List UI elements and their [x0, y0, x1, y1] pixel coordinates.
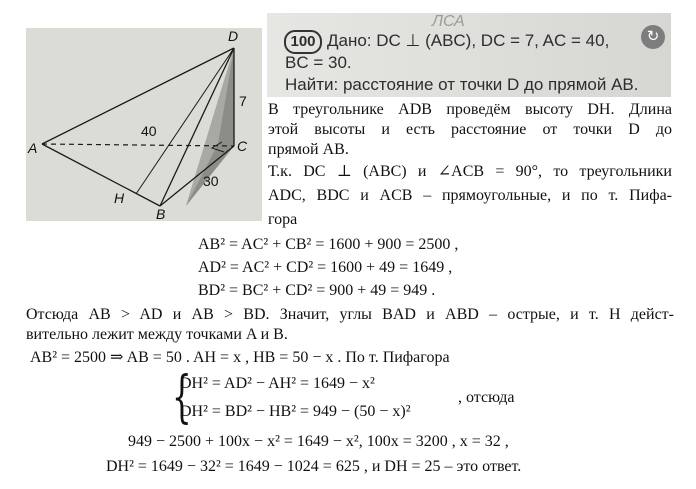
solution-paragraph-1-line-3: прямой AB.	[268, 141, 349, 158]
solution-paragraph-3-line-1: Отсюда AB > AD и AB > BD. Значит, углы BAD и ABD – острые, и т. H дейст-	[26, 306, 674, 323]
equation-ab: AB² = AC² + CB² = 1600 + 900 = 2500 ,	[198, 236, 459, 253]
edge-ab	[42, 144, 160, 206]
system-equation-1: DH² = AD² − AH² = 1649 − x²	[180, 375, 375, 392]
measure-ac: 40	[141, 123, 157, 139]
label-d: D	[228, 28, 239, 44]
edge-ad	[42, 48, 234, 144]
refresh-icon[interactable]: ↻	[641, 25, 665, 49]
problem-statement	[267, 13, 671, 97]
equation-answer: DH² = 1649 − 32² = 1649 − 1024 = 625 , и DH = 25 – это ответ.	[106, 458, 522, 475]
label-c: C	[237, 138, 248, 154]
pyramid-figure	[26, 28, 262, 221]
solution-paragraph-3-line-2: вительно лежит между точками A и B.	[26, 326, 288, 343]
solution-paragraph-2-line-1: Т.к. DC ⊥ (ABC) и ∠ACB = 90°, то треугольники	[268, 163, 672, 180]
edge-bc	[160, 146, 234, 206]
label-a: A	[28, 140, 38, 156]
solution-paragraph-2-line-2: ADC, BDC и ACB – прямоугольные, и по т. Пифа-	[268, 187, 672, 204]
solution-paragraph-1-line-1: В треугольнике ADB проведём высоту DH. Длина	[268, 101, 672, 118]
equation-ad: AD² = AC² + CD² = 1600 + 49 = 1649 ,	[198, 259, 453, 276]
problem-number-badge: 100	[284, 30, 322, 54]
solution-ab-value-line: AB² = 2500 ⇒ AB = 50 . AH = x , HB = 50 − x . По т. Пифагора	[30, 349, 450, 366]
solution-paragraph-1-line-2: этой высоты и есть расстояние от точки D до	[268, 121, 672, 138]
label-h: H	[114, 190, 125, 206]
system-equation-2: DH² = BD² − HB² = 949 − (50 − x)²	[180, 403, 411, 420]
system-consequence-text: , отсюда	[458, 389, 515, 406]
given-line-2: BC = 30.	[285, 53, 352, 72]
system-brace: {	[172, 365, 192, 430]
handwritten-scribble: ЛСА	[432, 13, 465, 30]
measure-dc: 7	[239, 93, 247, 109]
label-b: B	[156, 206, 166, 222]
equation-bd: BD² = BC² + CD² = 900 + 49 = 949 .	[198, 282, 436, 299]
find-line: Найти: расстояние от точки D до прямой AB.	[285, 75, 639, 94]
equation-solve-x: 949 − 2500 + 100x − x² = 1649 − x², 100x = 3200 , x = 32 ,	[128, 433, 509, 450]
measure-bc: 30	[203, 173, 219, 189]
solution-paragraph-2-line-3: гора	[268, 211, 298, 228]
given-line-1: Дано: DC ⊥ (ABC), DC = 7, AC = 40,	[327, 31, 610, 50]
